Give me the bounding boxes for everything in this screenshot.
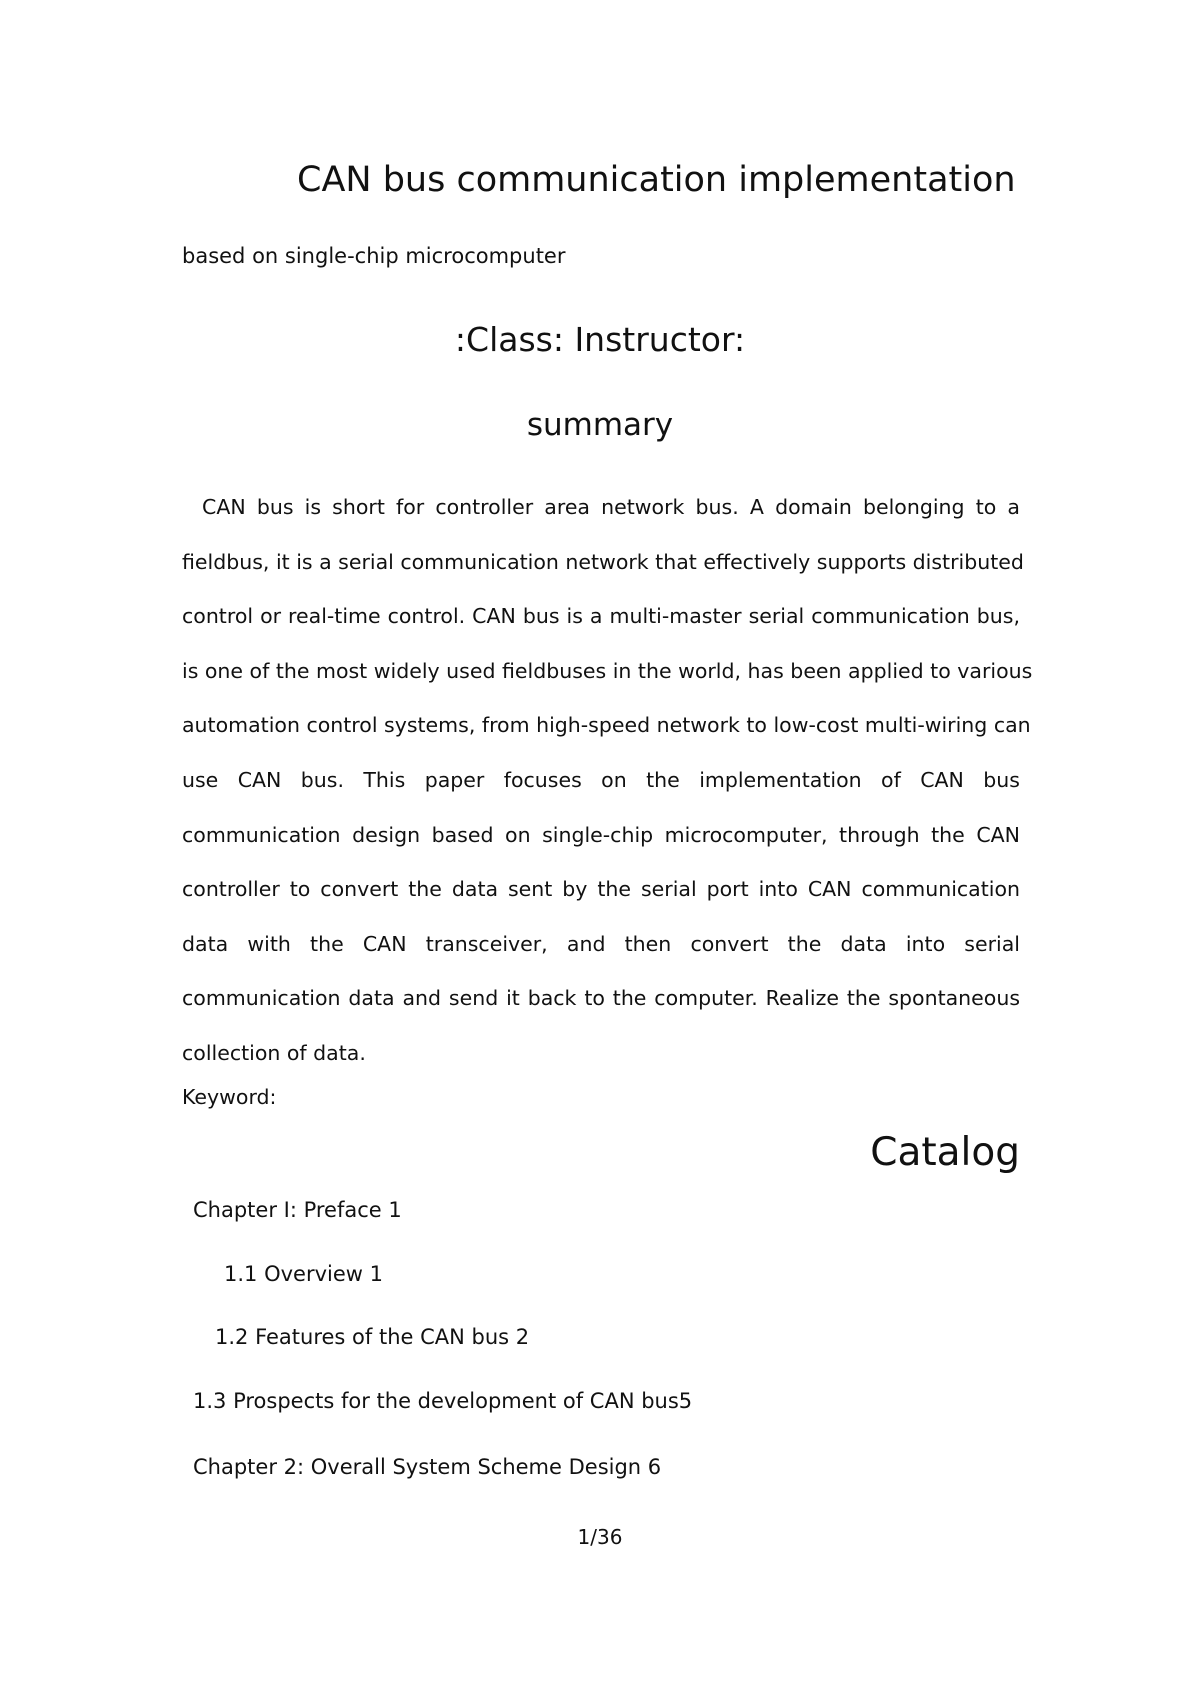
summary-heading: summary [526,407,674,443]
summary-line: CAN bus is short for controller area network bus. A domain belonging to a [202,495,1020,519]
page-number: 1/36 [577,1525,623,1549]
toc-item: 1.2 Features of the CAN bus 2 [215,1325,530,1349]
summary-line: use CAN bus. This paper focuses on the implementation of CAN bus [182,767,1020,792]
summary-line: controller to convert the data sent by the serial port into CAN communication [182,877,1020,902]
toc-item: 1.3 Prospects for the development of CAN bus5 [193,1389,693,1413]
summary-line: communication design based on single-chip microcomputer, through the CAN [182,822,1020,847]
toc-item: 1.1 Overview 1 [224,1262,383,1286]
summary-line: automation control systems, from high-speed network to low-cost multi-wiring can [182,713,1031,738]
summary-body [182,493,1033,1094]
summary-line: communication data and send it back to the computer. Realize the spontaneous [182,986,1020,1011]
catalog-heading: Catalog [870,1130,1020,1175]
toc-item: Chapter I: Preface 1 [193,1198,402,1222]
summary-line: fieldbus, it is a serial communication network that effectively supports distributed [182,549,1024,574]
summary-line: collection of data. [182,1040,366,1065]
document-title: CAN bus communication implementation [297,160,1016,200]
summary-line: is one of the most widely used fieldbuses in the world, has been applied to various [182,658,1033,683]
summary-line: data with the CAN transceiver, and then convert the data into serial [182,931,1020,956]
document-subtitle: based on single-chip microcomputer [182,244,566,268]
toc-item: Chapter 2: Overall System Scheme Design 6 [193,1455,662,1479]
keyword-label: Keyword: [182,1085,277,1109]
class-instructor-line: :Class: Instructor: [454,320,746,359]
summary-line: control or real-time control. CAN bus is a multi-master serial communication bus, [182,604,1020,629]
